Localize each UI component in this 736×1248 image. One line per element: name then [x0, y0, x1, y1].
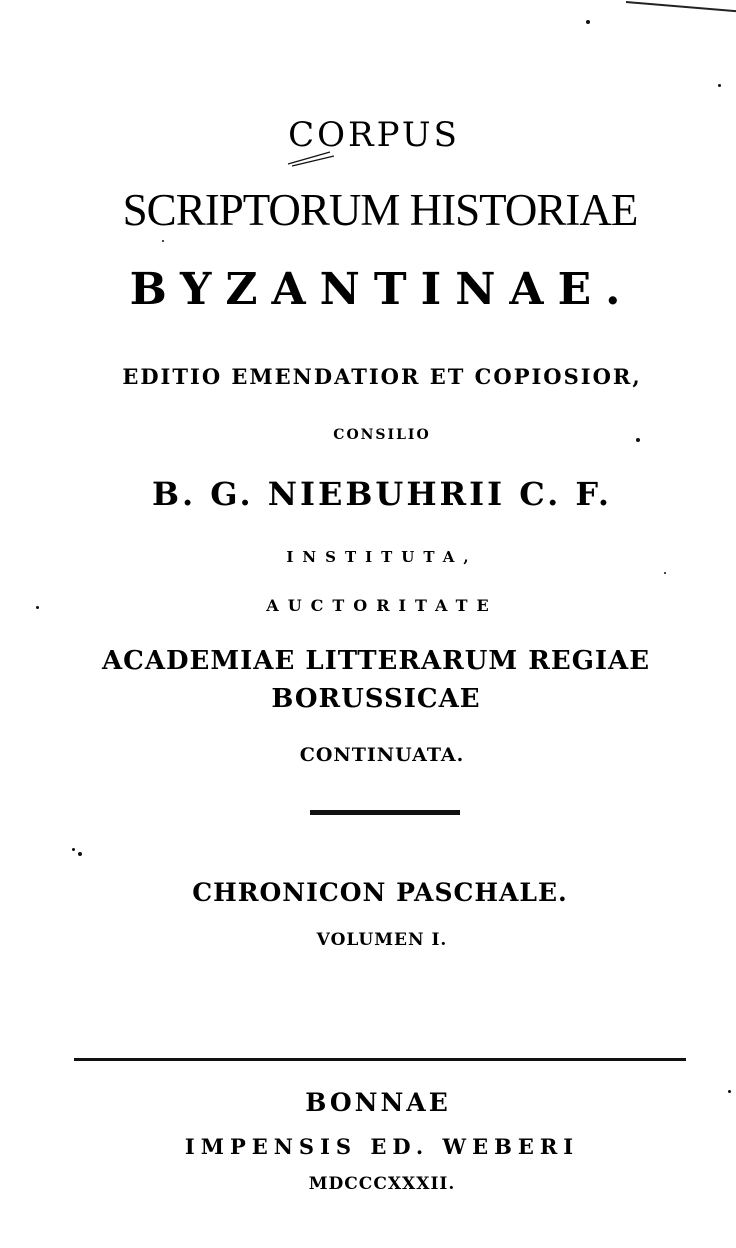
instituta-line: INSTITUTA,	[286, 548, 478, 566]
volume-number: VOLUMEN I.	[316, 930, 448, 950]
ink-speck	[72, 848, 75, 851]
long-divider-rule	[74, 1058, 686, 1061]
editor-name: B. G. NIEBUHRII C. F.	[151, 475, 613, 513]
academy-line: ACADEMIAE LITTERARUM REGIAE	[101, 646, 651, 676]
imprint-year: MDCCCXXXII.	[308, 1174, 456, 1194]
edition-statement: EDITIO EMENDATIOR ET COPIOSIOR,	[122, 364, 642, 389]
series-title-corpus: CORPUS	[288, 115, 460, 155]
page-edge-mark	[626, 0, 736, 14]
imprint-publisher: IMPENSIS ED. WEBERI	[184, 1134, 580, 1159]
continuata-line: CONTINUATA.	[299, 744, 465, 766]
series-title-byzantinae: BYZANTINAE.	[129, 264, 635, 315]
ink-speck	[718, 84, 721, 87]
ink-speck	[586, 20, 590, 24]
pen-flourish-mark	[286, 148, 336, 168]
ink-speck	[36, 606, 39, 609]
consilio-line: CONSILIO	[333, 427, 431, 443]
imprint-place: BONNAE	[305, 1088, 451, 1117]
ink-speck	[636, 438, 640, 442]
ink-speck	[162, 240, 164, 242]
series-title-scriptorum: SCRIPTORUM HISTORIAE	[122, 185, 638, 235]
work-title: CHRONICON PASCHALE.	[192, 878, 568, 907]
short-divider-rule	[310, 810, 460, 815]
ink-speck	[664, 572, 666, 574]
borussicae-line: BORUSSICAE	[271, 684, 481, 714]
ink-speck	[728, 1090, 731, 1093]
ink-speck	[78, 852, 82, 856]
auctoritate-line: AUCTORITATE	[266, 596, 498, 615]
